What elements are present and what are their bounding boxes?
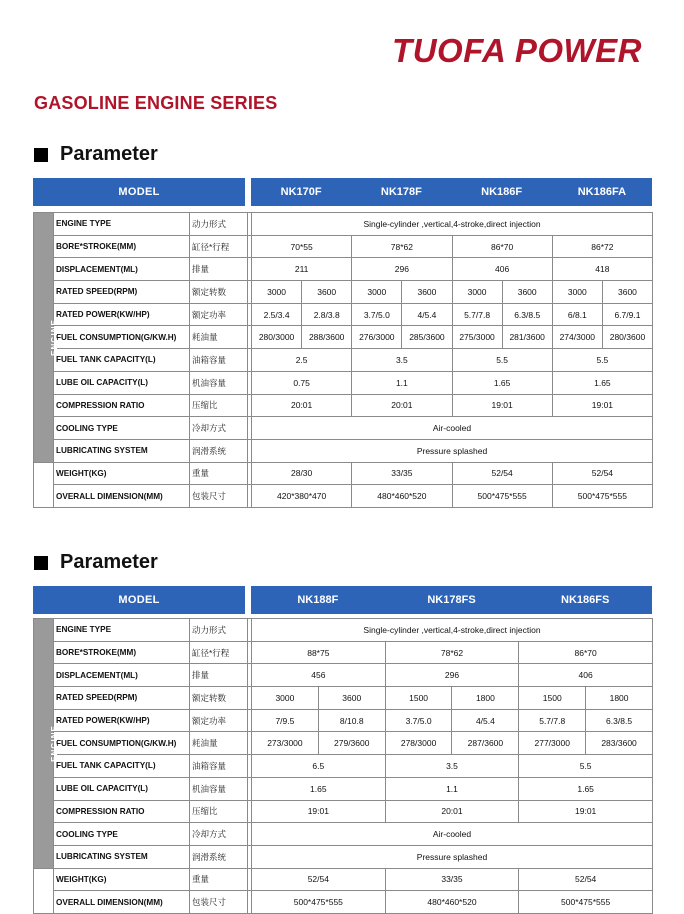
param-value: 33/35: [385, 868, 519, 891]
param-name-en: WEIGHT(KG): [54, 462, 190, 485]
param-name-cn: 额定转数: [190, 281, 248, 304]
param-value: 2.8/3.8: [302, 303, 352, 326]
param-name-cn: 额定功率: [190, 709, 248, 732]
param-value: 500*475*555: [552, 485, 652, 508]
table-row: [34, 439, 653, 462]
model-header-names: [251, 586, 652, 614]
param-name-en: OVERALL DIMENSION(MM): [54, 891, 190, 914]
model-header-1: [33, 178, 652, 206]
param-name-en: FUEL TANK CAPACITY(L): [54, 755, 190, 778]
param-value: 3000: [252, 281, 302, 304]
param-name-en: LUBRICATING SYSTEM: [54, 439, 190, 462]
param-name-en: FUEL CONSUMPTION(G/KW.H): [54, 326, 190, 349]
table-row: [34, 213, 653, 236]
param-name-cn: 排量: [190, 664, 248, 687]
param-name-en: COMPRESSION RATIO: [54, 394, 190, 417]
section-title-2: [34, 551, 158, 574]
model-name: NK186FA: [577, 186, 627, 198]
param-name-cn: 缸径*行程: [190, 641, 248, 664]
param-name-en: DISPLACEMENT(ML): [54, 258, 190, 281]
param-value: 456: [252, 664, 386, 687]
table-row: [34, 485, 653, 508]
table-row: [34, 687, 653, 710]
table-row: [34, 371, 653, 394]
param-value: 1500: [385, 687, 452, 710]
param-value: 3600: [318, 687, 385, 710]
param-name-en: ENGINE TYPE: [54, 213, 190, 236]
param-value: 19:01: [519, 800, 653, 823]
side-blank-cell: [34, 462, 54, 507]
param-value: Single-cylinder ,vertical,4-stroke,direct injection: [252, 213, 653, 236]
param-value: 1.1: [352, 371, 452, 394]
table-row: [34, 891, 653, 914]
param-name-en: FUEL CONSUMPTION(G/KW.H): [54, 732, 190, 755]
param-value: 420*380*470: [252, 485, 352, 508]
table-row: [34, 417, 653, 440]
param-value: 1.65: [519, 777, 653, 800]
table-row: [34, 235, 653, 258]
param-name-cn: 耗油量: [190, 326, 248, 349]
parameter-table-2: [33, 618, 653, 914]
table-row: [34, 664, 653, 687]
param-value: 86*70: [519, 641, 653, 664]
param-value: 6/8.1: [552, 303, 602, 326]
param-value: 2.5/3.4: [252, 303, 302, 326]
param-value: 418: [552, 258, 652, 281]
param-name-cn: 冷却方式: [190, 823, 248, 846]
param-name-cn: 冷却方式: [190, 417, 248, 440]
param-value: 3600: [402, 281, 452, 304]
param-name-en: COMPRESSION RATIO: [54, 800, 190, 823]
section-title-text: Parameter: [60, 143, 158, 165]
model-name: NK186F: [481, 186, 523, 198]
param-value: 285/3600: [402, 326, 452, 349]
param-value: 52/54: [552, 462, 652, 485]
param-value: 7/9.5: [252, 709, 319, 732]
table-row: [34, 777, 653, 800]
table-row: [34, 258, 653, 281]
param-value: 406: [519, 664, 653, 687]
param-value: 52/54: [252, 868, 386, 891]
param-name-cn: 额定转数: [190, 687, 248, 710]
engine-side-label-text: ENGINE: [49, 724, 59, 762]
param-value: 86*72: [552, 235, 652, 258]
table-row: [34, 845, 653, 868]
param-name-cn: 包装尺寸: [190, 485, 248, 508]
param-name-en: WEIGHT(KG): [54, 868, 190, 891]
brand-logo-text: TUOFA POWER: [392, 32, 642, 69]
param-name-cn: 排量: [190, 258, 248, 281]
table-row: [34, 619, 653, 642]
param-name-en: RATED SPEED(RPM): [54, 281, 190, 304]
param-name-cn: 压缩比: [190, 394, 248, 417]
section-title-1: [34, 143, 158, 166]
param-value: 3600: [602, 281, 652, 304]
param-value: 78*62: [385, 641, 519, 664]
param-value: 3000: [352, 281, 402, 304]
param-value: 78*62: [352, 235, 452, 258]
param-value: 1.65: [552, 371, 652, 394]
param-value: 1.1: [385, 777, 519, 800]
param-value: 6.3/8.5: [586, 709, 653, 732]
side-blank-cell: [34, 868, 54, 913]
table-row: [34, 732, 653, 755]
param-name-cn: 油箱容量: [190, 349, 248, 372]
param-value: 8/10.8: [318, 709, 385, 732]
param-value: 3.5: [385, 755, 519, 778]
param-name-en: RATED POWER(KW/HP): [54, 303, 190, 326]
table-row: [34, 349, 653, 372]
table-row: [34, 800, 653, 823]
param-value: 28/30: [252, 462, 352, 485]
section-square-icon: [34, 148, 48, 162]
param-name-en: DISPLACEMENT(ML): [54, 664, 190, 687]
model-header-label: MODEL: [33, 178, 245, 206]
param-value: 5.5: [552, 349, 652, 372]
param-value: 288/3600: [302, 326, 352, 349]
model-name: NK178FS: [427, 594, 476, 606]
param-value: 3600: [302, 281, 352, 304]
param-value: 281/3600: [502, 326, 552, 349]
model-name: NK188F: [297, 594, 339, 606]
param-name-cn: 润滑系统: [190, 845, 248, 868]
param-value: 5.7/7.8: [452, 303, 502, 326]
section-title-text: Parameter: [60, 551, 158, 573]
param-name-en: LUBE OIL CAPACITY(L): [54, 777, 190, 800]
parameter-table-1: [33, 212, 653, 508]
table-row: [34, 641, 653, 664]
param-value: 274/3000: [552, 326, 602, 349]
table-row: [34, 326, 653, 349]
param-value: 6.7/9.1: [602, 303, 652, 326]
param-value: 3.7/5.0: [352, 303, 402, 326]
param-value: 6.3/8.5: [502, 303, 552, 326]
param-value: 3600: [502, 281, 552, 304]
param-value: 280/3600: [602, 326, 652, 349]
param-name-cn: 油箱容量: [190, 755, 248, 778]
param-name-en: FUEL TANK CAPACITY(L): [54, 349, 190, 372]
param-name-cn: 额定功率: [190, 303, 248, 326]
param-value: Air-cooled: [252, 823, 653, 846]
table-row: [34, 394, 653, 417]
param-value: 480*460*520: [352, 485, 452, 508]
param-name-en: BORE*STROKE(MM): [54, 235, 190, 258]
param-name-en: COOLING TYPE: [54, 823, 190, 846]
param-value: 19:01: [252, 800, 386, 823]
param-name-cn: 缸径*行程: [190, 235, 248, 258]
param-name-cn: 动力形式: [190, 213, 248, 236]
param-value: 406: [452, 258, 552, 281]
param-value: 19:01: [452, 394, 552, 417]
param-value: 283/3600: [586, 732, 653, 755]
param-value: 1500: [519, 687, 586, 710]
param-value: 70*55: [252, 235, 352, 258]
param-value: Pressure splashed: [252, 439, 653, 462]
section-square-icon: [34, 556, 48, 570]
param-value: 296: [352, 258, 452, 281]
param-value: 88*75: [252, 641, 386, 664]
model-header-label: MODEL: [33, 586, 245, 614]
param-value: 273/3000: [252, 732, 319, 755]
param-name-cn: 重量: [190, 462, 248, 485]
param-value: 1.65: [452, 371, 552, 394]
param-value: 500*475*555: [519, 891, 653, 914]
param-name-en: OVERALL DIMENSION(MM): [54, 485, 190, 508]
param-name-cn: 耗油量: [190, 732, 248, 755]
param-name-en: LUBE OIL CAPACITY(L): [54, 371, 190, 394]
engine-side-label: [34, 619, 59, 869]
series-title: GASOLINE ENGINE SERIES: [34, 93, 278, 113]
param-value: 3.5: [352, 349, 452, 372]
param-value: Pressure splashed: [252, 845, 653, 868]
param-value: 20:01: [385, 800, 519, 823]
param-value: 3000: [252, 687, 319, 710]
param-name-en: BORE*STROKE(MM): [54, 641, 190, 664]
param-name-cn: 机油容量: [190, 371, 248, 394]
table-row: [34, 755, 653, 778]
param-name-en: RATED POWER(KW/HP): [54, 709, 190, 732]
param-value: 500*475*555: [452, 485, 552, 508]
param-value: 500*475*555: [252, 891, 386, 914]
param-value: 276/3000: [352, 326, 402, 349]
table-row: [34, 303, 653, 326]
param-name-cn: 润滑系统: [190, 439, 248, 462]
param-value: 1800: [586, 687, 653, 710]
table-row: [34, 462, 653, 485]
param-value: 5.7/7.8: [519, 709, 586, 732]
engine-side-label: [34, 213, 59, 463]
param-value: 277/3000: [519, 732, 586, 755]
engine-side-label-text: ENGINE: [49, 318, 59, 356]
param-value: 19:01: [552, 394, 652, 417]
param-value: 4/5.4: [402, 303, 452, 326]
param-value: 279/3600: [318, 732, 385, 755]
param-value: 33/35: [352, 462, 452, 485]
param-value: 6.5: [252, 755, 386, 778]
param-value: 2.5: [252, 349, 352, 372]
param-value: 52/54: [519, 868, 653, 891]
param-value: 211: [252, 258, 352, 281]
param-name-en: COOLING TYPE: [54, 417, 190, 440]
table-row: [34, 281, 653, 304]
param-value: 3.7/5.0: [385, 709, 452, 732]
model-name: NK178F: [380, 186, 422, 198]
param-value: 278/3000: [385, 732, 452, 755]
param-value: Single-cylinder ,vertical,4-stroke,direct injection: [252, 619, 653, 642]
param-name-cn: 压缩比: [190, 800, 248, 823]
param-value: 1.65: [252, 777, 386, 800]
param-value: 5.5: [519, 755, 653, 778]
model-header-names: [251, 178, 652, 206]
param-name-en: RATED SPEED(RPM): [54, 687, 190, 710]
param-value: 280/3000: [252, 326, 302, 349]
param-value: 86*70: [452, 235, 552, 258]
param-name-cn: 包装尺寸: [190, 891, 248, 914]
model-name: NK186FS: [561, 594, 610, 606]
param-value: 5.5: [452, 349, 552, 372]
param-value: 3000: [552, 281, 602, 304]
param-value: 52/54: [452, 462, 552, 485]
param-name-cn: 机油容量: [190, 777, 248, 800]
model-header-2: [33, 586, 652, 614]
param-value: Air-cooled: [252, 417, 653, 440]
table-row: [34, 823, 653, 846]
param-value: 296: [385, 664, 519, 687]
table-row: [34, 709, 653, 732]
param-value: 4/5.4: [452, 709, 519, 732]
param-value: 20:01: [252, 394, 352, 417]
param-value: 0.75: [252, 371, 352, 394]
param-value: 20:01: [352, 394, 452, 417]
param-name-cn: 动力形式: [190, 619, 248, 642]
param-name-cn: 重量: [190, 868, 248, 891]
param-value: 1800: [452, 687, 519, 710]
param-name-en: ENGINE TYPE: [54, 619, 190, 642]
param-value: 480*460*520: [385, 891, 519, 914]
param-value: 3000: [452, 281, 502, 304]
param-name-en: LUBRICATING SYSTEM: [54, 845, 190, 868]
param-value: 275/3000: [452, 326, 502, 349]
model-name: NK170F: [280, 186, 322, 198]
param-value: 287/3600: [452, 732, 519, 755]
table-row: [34, 868, 653, 891]
